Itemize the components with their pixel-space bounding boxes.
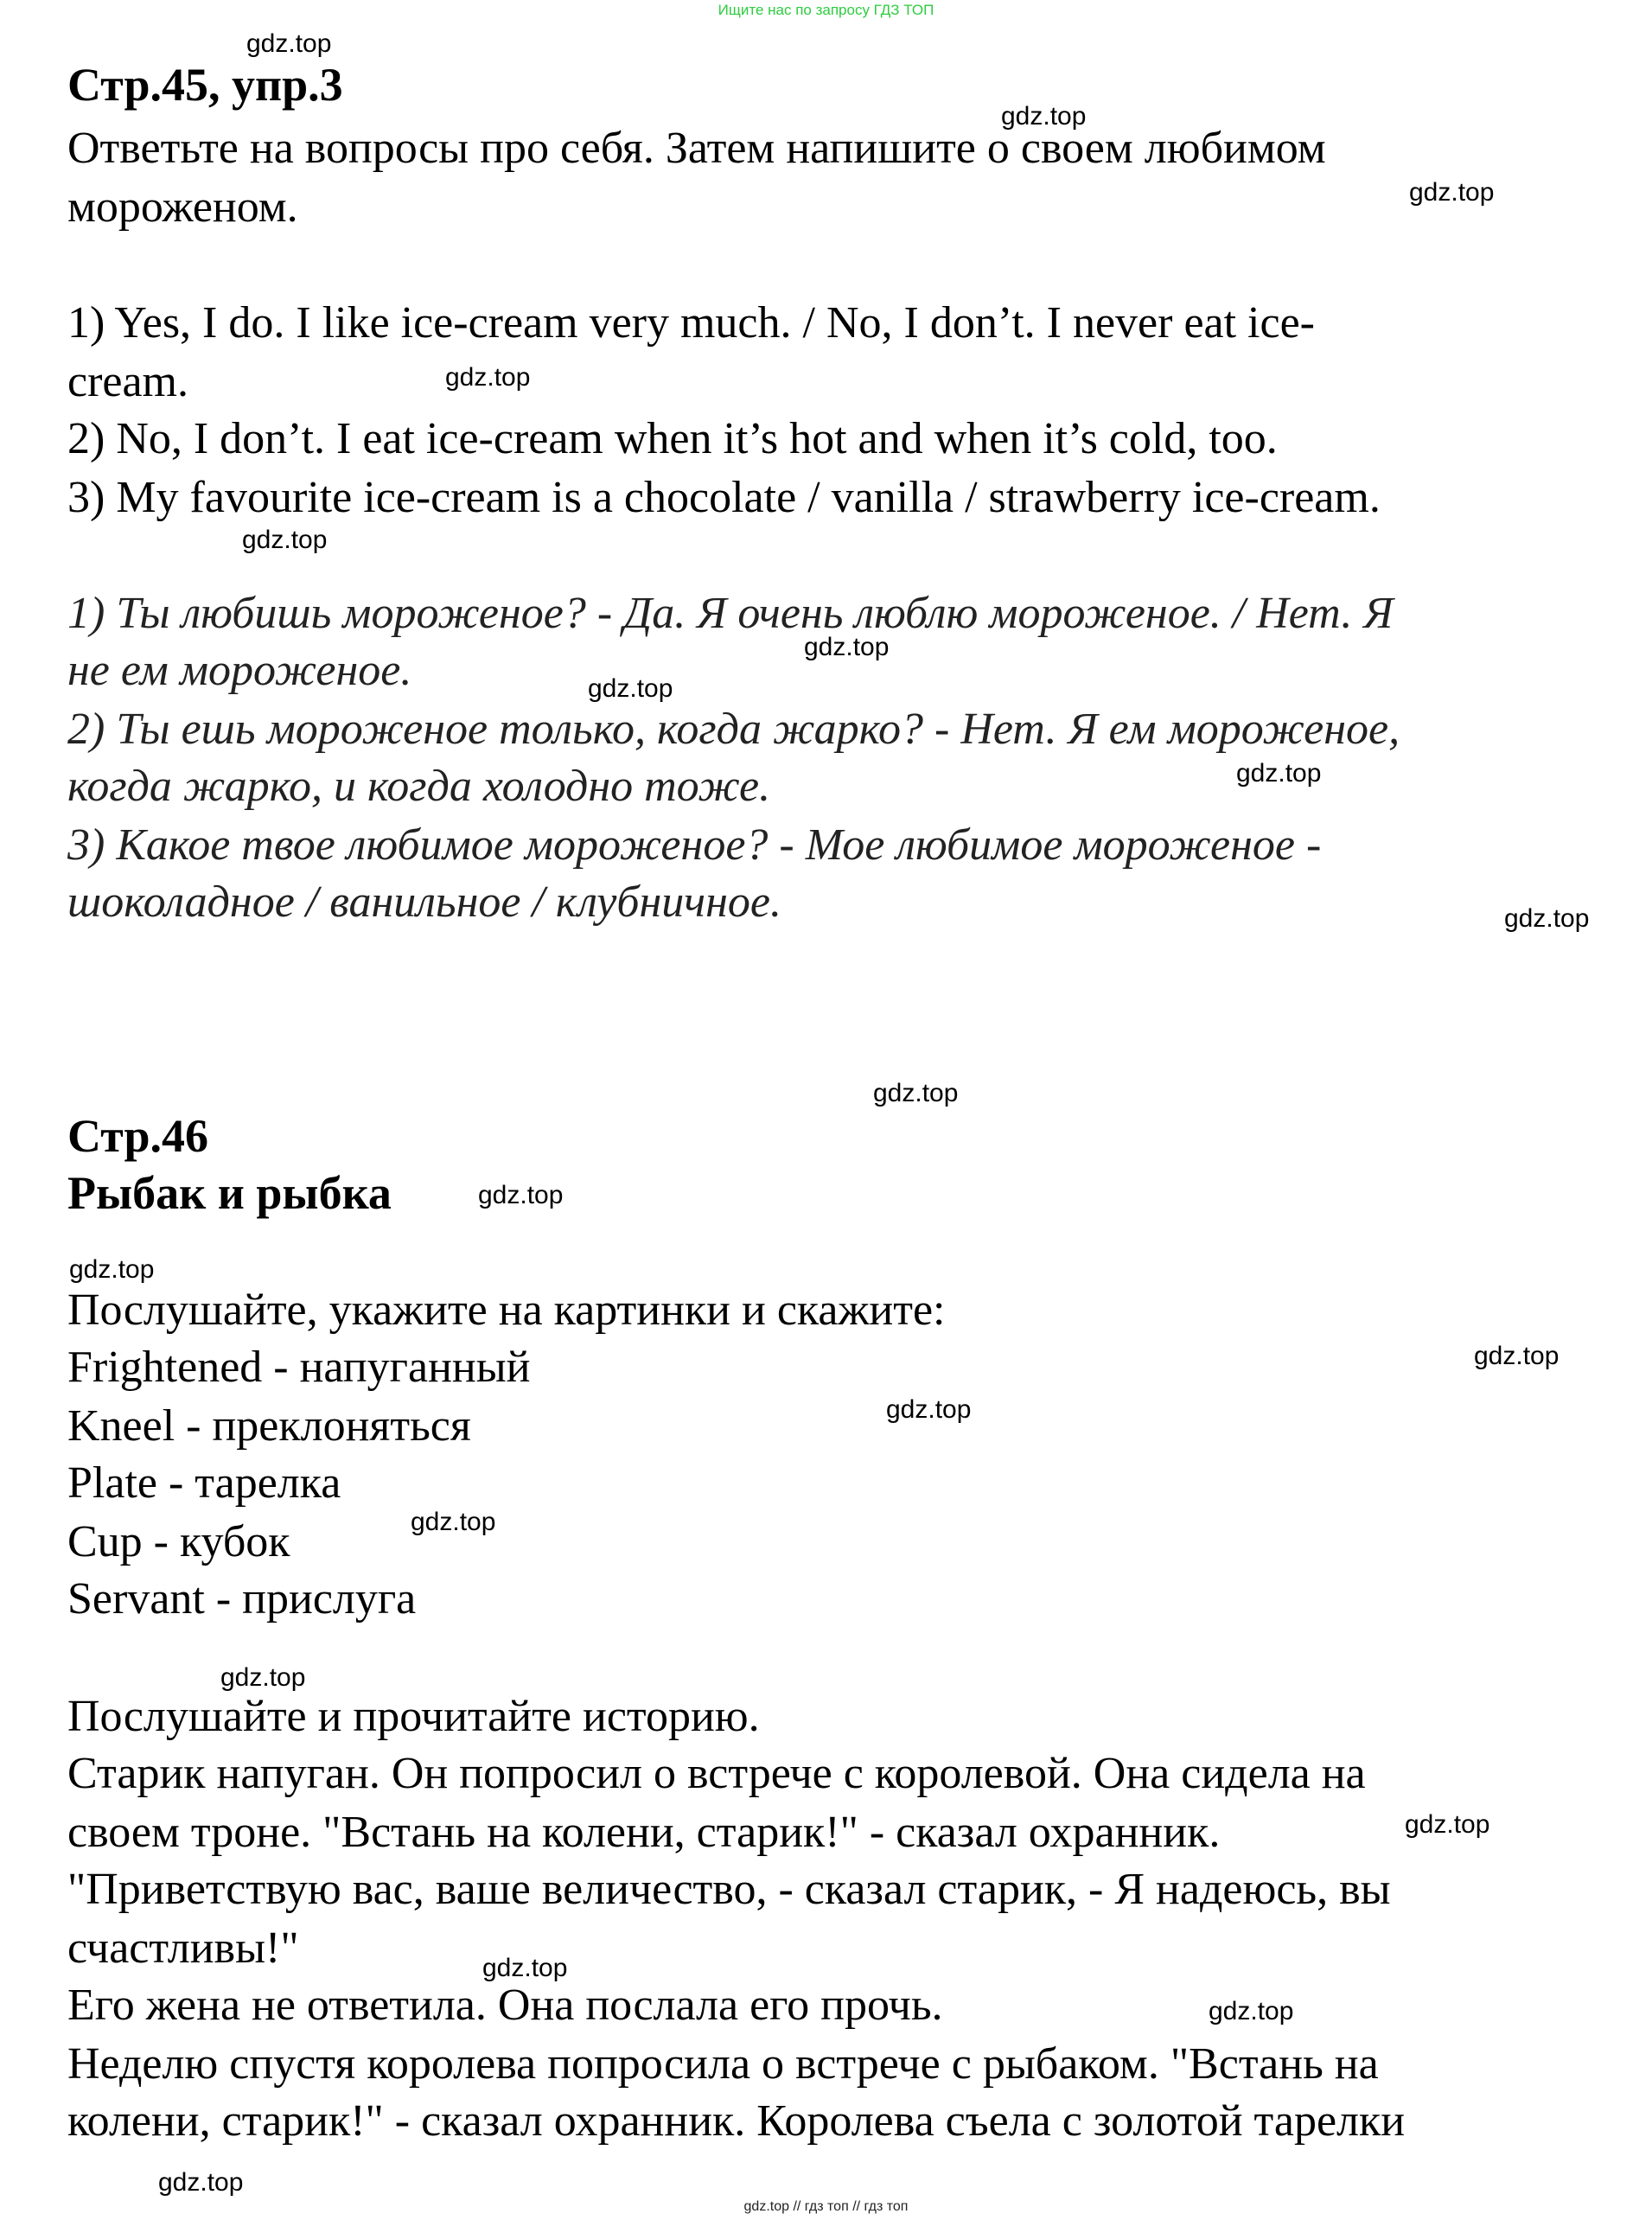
watermark: gdz.top: [873, 1079, 959, 1107]
watermark: gdz.top: [1209, 1997, 1294, 2025]
vocab-item: Cup - кубок: [67, 1517, 290, 1566]
story-line: "Приветствую вас, ваше величество, - сказал старик, - Я надеюсь, вы: [67, 1865, 1391, 1914]
instruction-line: Ответьте на вопросы про себя. Затем напишите о своем любимом: [67, 124, 1326, 173]
story-intro: Послушайте и прочитайте историю.: [67, 1692, 760, 1741]
watermark: gdz.top: [1405, 1810, 1490, 1839]
footer-watermark: gdz.top // гдз топ // гдз топ: [743, 2199, 909, 2214]
watermark: gdz.top: [246, 29, 332, 58]
vocab-item: Kneel - преклоняться: [67, 1401, 471, 1451]
answer-en-line: 1) Yes, I do. I like ice-cream very much. / No, I don’t. I never eat ice-: [67, 298, 1315, 348]
watermark: gdz.top: [445, 363, 531, 392]
answer-en-line: 3) My favourite ice-cream is a chocolate / vanilla / strawberry ice-cream.: [67, 473, 1381, 522]
watermark: gdz.top: [1474, 1342, 1560, 1370]
answer-en-line: cream.: [67, 357, 189, 406]
watermark: gdz.top: [242, 526, 328, 554]
top-banner: Ищите нас по запросу ГДЗ ТОП: [718, 2, 934, 18]
answer-en-line: 2) No, I don’t. I eat ice-cream when it’s hot and when it’s cold, too.: [67, 414, 1278, 463]
watermark: gdz.top: [588, 674, 673, 703]
answer-ru-line: шоколадное / ванильное / клубничное.: [67, 877, 781, 927]
vocab-item: Frightened - напуганный: [67, 1343, 531, 1392]
watermark: gdz.top: [1001, 102, 1087, 131]
watermark: gdz.top: [804, 633, 890, 661]
answer-ru-line: когда жарко, и когда холодно тоже.: [67, 762, 771, 811]
watermark: gdz.top: [1504, 904, 1590, 933]
answer-ru-line: не ем мороженое.: [67, 646, 412, 695]
section-heading-p46: Стр.46: [67, 1110, 209, 1162]
story-line: Его жена не ответила. Она послала его прочь.: [67, 1981, 943, 2030]
story-line: счастливы!": [67, 1923, 299, 1973]
watermark: gdz.top: [1409, 178, 1495, 207]
answer-ru-line: 3) Какое твое любимое мороженое? - Мое любимое мороженое -: [67, 820, 1322, 870]
watermark: gdz.top: [220, 1663, 306, 1692]
story-line: своем троне. "Встань на колени, старик!" - сказал охранник.: [67, 1808, 1221, 1857]
watermark: gdz.top: [69, 1255, 155, 1284]
watermark: gdz.top: [158, 2168, 244, 2197]
watermark: gdz.top: [411, 1508, 496, 1536]
story-title: Рыбак и рыбка: [67, 1167, 392, 1219]
instruction-line: мороженом.: [67, 182, 298, 232]
section-heading-p45: Стр.45, упр.3: [67, 59, 343, 111]
story-line: Неделю спустя королева попросила о встрече с рыбаком. "Встань на: [67, 2039, 1379, 2089]
vocab-item: Plate - тарелка: [67, 1458, 341, 1508]
watermark: gdz.top: [886, 1395, 972, 1424]
answer-ru-line: 2) Ты ешь мороженое только, когда жарко? - Нет. Я ем мороженое,: [67, 705, 1400, 754]
story-line: Старик напуган. Он попросил о встрече с королевой. Она сидела на: [67, 1749, 1366, 1798]
watermark: gdz.top: [1236, 759, 1322, 788]
story-line: колени, старик!" - сказал охранник. Королева съела с золотой тарелки: [67, 2096, 1406, 2146]
answer-ru-line: 1) Ты любишь мороженое? - Да. Я очень люблю мороженое. / Нет. Я: [67, 589, 1394, 638]
vocab-intro: Послушайте, укажите на картинки и скажите:: [67, 1285, 946, 1335]
watermark: gdz.top: [478, 1181, 564, 1209]
vocab-item: Servant - прислуга: [67, 1574, 417, 1624]
watermark: gdz.top: [482, 1954, 568, 1982]
